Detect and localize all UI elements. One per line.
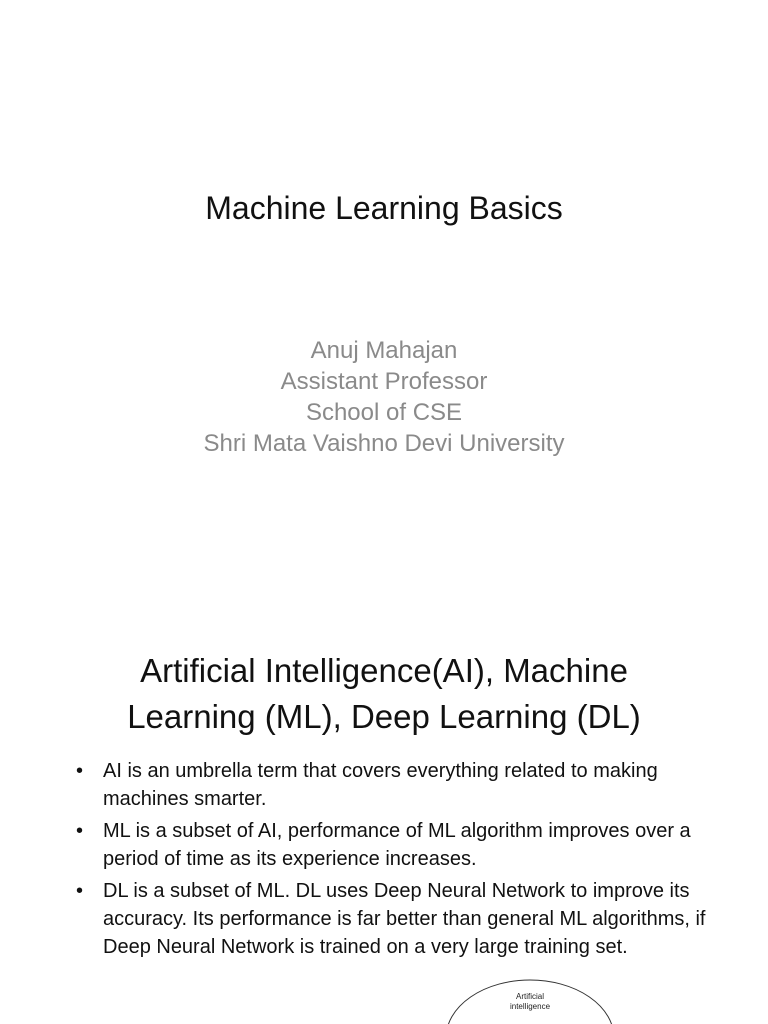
bullet-item [76,877,706,961]
author-info [0,335,768,459]
diagram-label-ai: Artificial intelligence [509,992,551,1011]
bullet-icon: • [76,880,84,902]
bullet-icon: • [76,760,84,782]
slide-heading [20,648,748,740]
author-position: Assistant Professor [280,368,488,395]
bullet-item [76,757,706,813]
bullet-item [76,817,706,873]
ai-ml-dl-diagram [440,976,640,1024]
content-slide [0,586,768,1024]
bullet-text: AI is an umbrella term that covers everything related to making machines smarter. [103,760,658,810]
author-name: Anuj Mahajan [310,337,458,364]
author-university: Shri Mata Vaishno Devi University [203,430,565,457]
bullet-text: DL is a subset of ML. DL uses Deep Neural Network to improve its accuracy. Its performance is far better than general ML algorithms, if Deep Neural Network is trained on a very large training set. [103,880,706,958]
author-school: School of CSE [305,399,463,426]
slide-heading-line-2: Learning (ML), Deep Learning (DL) [127,698,641,735]
bullet-icon: • [76,820,84,842]
bullet-text: ML is a subset of AI, performance of ML algorithm improves over a period of time as its experience increases. [103,820,691,870]
slide-title: Machine Learning Basics [205,190,563,226]
bullet-list [76,757,706,965]
slide-heading-line-1: Artificial Intelligence(AI), Machine [140,652,628,689]
